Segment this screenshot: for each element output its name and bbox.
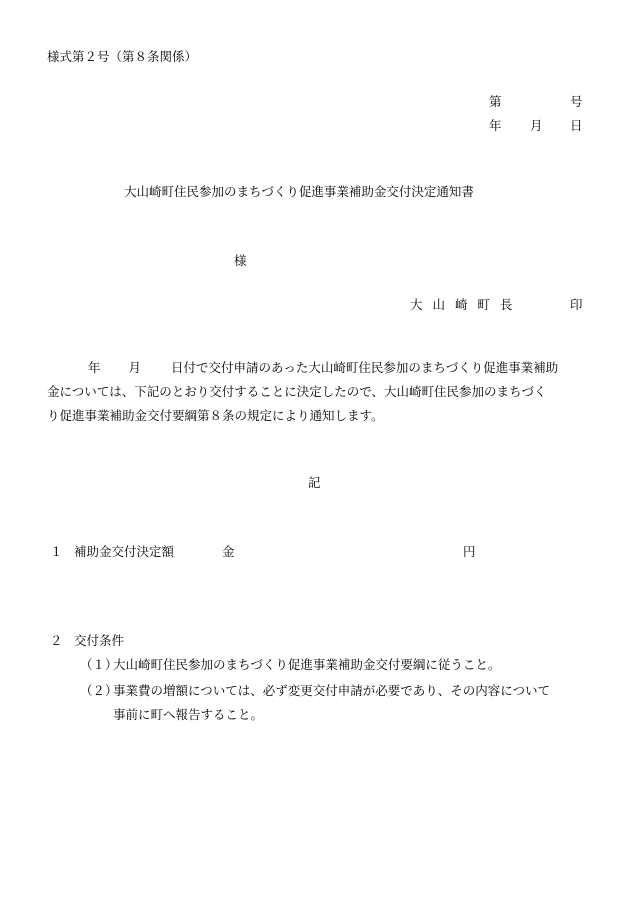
condition-1-text: 大山崎町住民参加のまちづくり促進事業補助金交付要綱に従うこと。 [113, 657, 501, 672]
body-month-label: 月 [128, 360, 142, 375]
document-number-suffix: 号 [570, 94, 583, 109]
body-line-1 [47, 362, 587, 386]
body-line-3: り促進事業補助金交付要綱第８条の規定により通知します。 [47, 408, 384, 423]
amount-prefix: 金 [222, 544, 235, 559]
body-line-1-text: 日付で交付申請のあった大山崎町住民参加のまちづくり促進事業補助 [171, 360, 559, 375]
amount-suffix: 円 [463, 544, 476, 559]
ki-heading: 記 [308, 475, 321, 490]
item-2-number: ２ [50, 633, 63, 648]
document-number-label: 第 [489, 94, 502, 109]
sender-name: 大 山 崎 町 長 [410, 297, 516, 312]
date-year-label: 年 [489, 118, 502, 133]
document-title: 大山崎町住民参加のまちづくり促進事業補助金交付決定通知書 [124, 184, 474, 199]
recipient-honorific: 様 [234, 253, 247, 268]
condition-1-number: （１） [80, 657, 118, 672]
date-month-label: 月 [530, 118, 543, 133]
body-paragraph [47, 362, 587, 434]
date-day-label: 日 [570, 118, 583, 133]
body-line-2: 金については、下記のとおり交付することに決定したので、大山崎町住民参加のまちづく [47, 384, 547, 399]
form-number: 様式第２号（第８条関係） [47, 49, 198, 64]
item-1-number: １ [50, 544, 63, 559]
body-year-label: 年 [88, 360, 101, 375]
item-2-label: 交付条件 [74, 633, 125, 648]
condition-2-text: 事業費の増額については、必ず変更交付申請が必要であり、その内容について [113, 683, 551, 698]
seal-mark: 印 [570, 297, 583, 312]
condition-2-continuation: 事前に町へ報告すること。 [113, 707, 264, 722]
condition-2-number: （２） [80, 683, 118, 698]
item-1-label: 補助金交付決定額 [74, 544, 175, 559]
